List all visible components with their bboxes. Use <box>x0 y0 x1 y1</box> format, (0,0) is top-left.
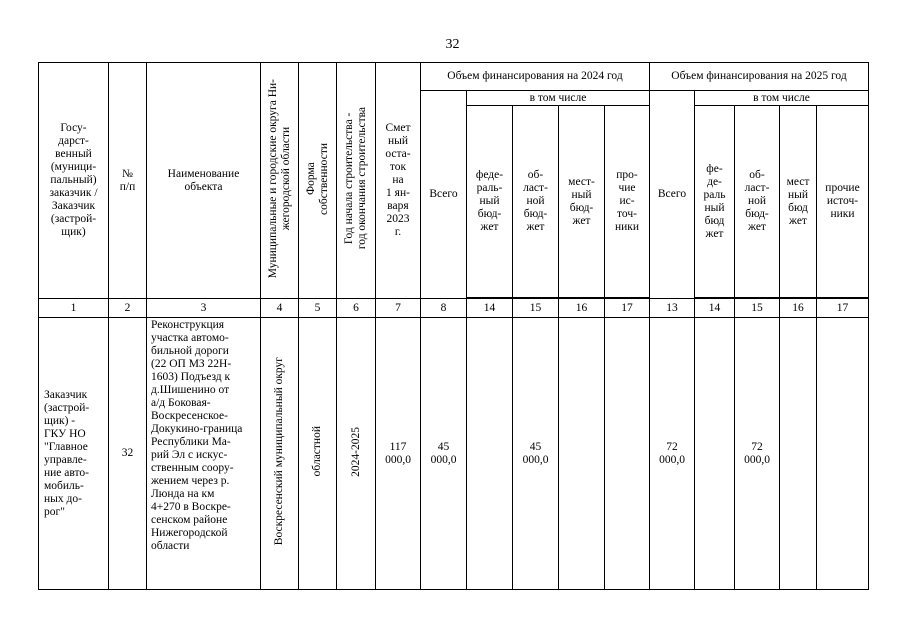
col-number: 3 <box>147 299 261 318</box>
header-customer: Госу- дарст- венный (муници- пальный) заказчик / Заказчик (застрой- щик) <box>39 63 109 299</box>
col-number: 16 <box>559 299 605 318</box>
header-municipality: Муниципальные и городские округа Ни- жегородской области <box>266 78 292 279</box>
header-regional-2025: об- ласт- ной бюд- жет <box>735 106 780 298</box>
row-total-2024: 45 000,0 <box>421 318 467 590</box>
header-regional-2024: об- ласт- ной бюд- жет <box>513 106 559 298</box>
col-number: 8 <box>421 299 467 318</box>
col-number: 6 <box>337 299 376 318</box>
col-number: 1 <box>39 299 109 318</box>
header-years-cell <box>337 63 376 299</box>
header-total-2024: Всего <box>421 91 467 299</box>
row-local-2024 <box>559 318 605 590</box>
col-number: 5 <box>299 299 337 318</box>
header-incl-2025: в том числе <box>695 91 869 106</box>
header-total-2025: Всего <box>650 91 695 299</box>
col-number: 13 <box>650 299 695 318</box>
row-municipality-cell <box>261 318 299 590</box>
header-ownership-cell <box>299 63 337 299</box>
row-remainder: 117 000,0 <box>376 318 421 590</box>
header-local-2024: мест- ный бюд- жет <box>559 106 605 298</box>
col-number: 15 <box>513 299 559 318</box>
row-regional-2025: 72 000,0 <box>735 318 780 590</box>
header-ownership: Форма собственности <box>304 142 330 215</box>
row-regional-2024: 45 000,0 <box>513 318 559 590</box>
row-years: 2024-2025 <box>349 426 362 477</box>
col-number: 14 <box>695 299 735 318</box>
col-number: 15 <box>735 299 780 318</box>
row-local-2025 <box>780 318 817 590</box>
header-municipality-cell <box>261 63 299 299</box>
header-fin-2025: Объем финансирования на 2025 год <box>650 63 869 91</box>
header-federal-2024: феде- раль- ный бюд- жет <box>467 106 513 298</box>
header-num: № п/п <box>109 63 147 299</box>
col-number: 17 <box>817 299 869 318</box>
table-row <box>39 318 869 590</box>
row-other-2025 <box>817 318 869 590</box>
header-object-name: Наименование объекта <box>147 63 261 299</box>
col-number: 4 <box>261 299 299 318</box>
header-other-2025: прочие источ- ники <box>817 106 869 298</box>
row-municipality: Воскресенский муниципальный округ <box>273 357 285 546</box>
financing-table <box>38 62 869 590</box>
row-num: 32 <box>109 318 147 590</box>
header-other-2024: про- чие ис- точ- ники <box>605 106 650 298</box>
row-ownership: областной <box>311 426 323 477</box>
column-number-row <box>39 299 869 318</box>
col-number: 16 <box>780 299 817 318</box>
header-federal-2025: фе- де- раль ный бюд жет <box>695 106 735 298</box>
header-incl-2024: в том числе <box>467 91 650 106</box>
header-years: Год начала строительства - год окончания строительства <box>343 107 368 250</box>
header-local-2025: мест ный бюд жет <box>780 106 817 298</box>
row-federal-2024 <box>467 318 513 590</box>
row-total-2025: 72 000,0 <box>650 318 695 590</box>
header-fin-2024: Объем финансирования на 2024 год <box>421 63 650 91</box>
row-federal-2025 <box>695 318 735 590</box>
col-number: 17 <box>605 299 650 318</box>
col-number: 2 <box>109 299 147 318</box>
row-years-cell <box>337 318 376 590</box>
col-number: 7 <box>376 299 421 318</box>
page-number: 32 <box>445 37 460 52</box>
row-other-2024 <box>605 318 650 590</box>
col-number: 14 <box>467 299 513 318</box>
header-remainder: Смет ный оста- ток на 1 ян- варя 2023 г. <box>376 63 421 299</box>
row-object-name: Реконструкция участка автомо- бильной дороги (22 ОП МЗ 22Н- 1603) Подъезд к д.Шишенино от а/д Боковая- Воскресенское- Докукино-граница Республики Ма- рий Эл с искус- ственным соору- жением через р. Люнда на км 4+270 в Воскре- сенском районе Нижегородской области <box>147 318 261 590</box>
row-ownership-cell <box>299 318 337 590</box>
row-customer: Заказчик (застрой- щик) - ГКУ НО "Главное управле- ние авто- мобиль- ных до- рог" <box>39 318 109 590</box>
